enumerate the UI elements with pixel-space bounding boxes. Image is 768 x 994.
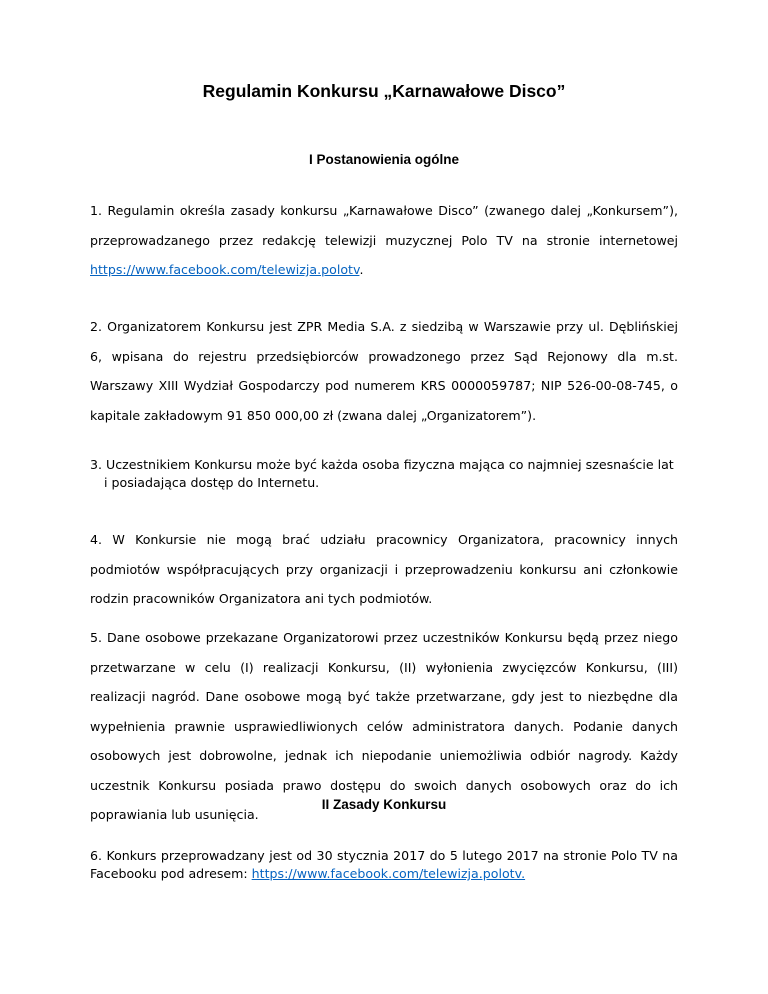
section-heading-general: I Postanowienia ogólne	[308, 152, 460, 167]
paragraph-3: 3. Uczestnikiem Konkursu może być każda osoba fizyczna mająca co najmniej szesnaście lat i posiadająca dostęp do Internetu.	[90, 457, 674, 490]
paragraph-1	[90, 196, 678, 285]
paragraph-6	[90, 847, 678, 883]
document-title: Regulamin Konkursu „Karnawałowe Disco”	[202, 81, 566, 101]
paragraph-6-text: 6. Konkurs przeprowadzany jest od 30 stycznia 2017 do 5 lutego 2017 na stronie Polo TV na Facebooku pod adresem:	[90, 848, 678, 881]
paragraph-1-text: 1. Regulamin określa zasady konkursu „Karnawałowe Disco” (zwanego dalej „Konkursem”), przeprowadzanego przez redakcję telewizji muzycznej Polo TV na stronie internetowej	[90, 203, 678, 248]
section-heading-rules: II Zasady Konkursu	[321, 797, 447, 812]
facebook-link-2[interactable]: https://www.facebook.com/telewizja.polotv.	[251, 866, 526, 881]
paragraph-4: 4. W Konkursie nie mogą brać udziału pracownicy Organizatora, pracownicy innych podmiotów współpracujących przy organizacji i przeprowadzeniu konkursu ani członkowie rodzin pracowników Organizatora ani tych podmiotów.	[90, 532, 678, 606]
facebook-link[interactable]: https://www.facebook.com/telewizja.polotv	[90, 262, 360, 277]
paragraph-1-end: .	[359, 262, 364, 277]
paragraph-5: 5. Dane osobowe przekazane Organizatorowi przez uczestników Konkursu będą przez niego przetwarzane w celu (I) realizacji Konkursu, (II) wyłonienia zwycięzców Konkursu, (III) realizacji nagród. Dane osobowe mogą być także przetwarzane, gdy jest to niezbędne dla wypełnienia prawnie usprawiedliwionych celów administratora danych. Podanie danych osobowych jest dobrowolne, jednak ich niepodanie uniemożliwia odbiór nagrody. Każdy uczestnik Konkursu posiada prawo dostępu do swoich danych osobowych oraz do ich poprawiania lub usunięcia.	[90, 630, 678, 822]
paragraph-2: 2. Organizatorem Konkursu jest ZPR Media S.A. z siedzibą w Warszawie przy ul. Dęblińskiej 6, wpisana do rejestru przedsiębiorców prowadzonego przez Sąd Rejonowy dla m.st. Warszawy XIII Wydział Gospodarczy pod numerem KRS 0000059787; NIP 526-00-08-745, o kapitale zakładowym 91 850 000,00 zł (zwana dalej „Organizatorem”).	[90, 319, 678, 423]
